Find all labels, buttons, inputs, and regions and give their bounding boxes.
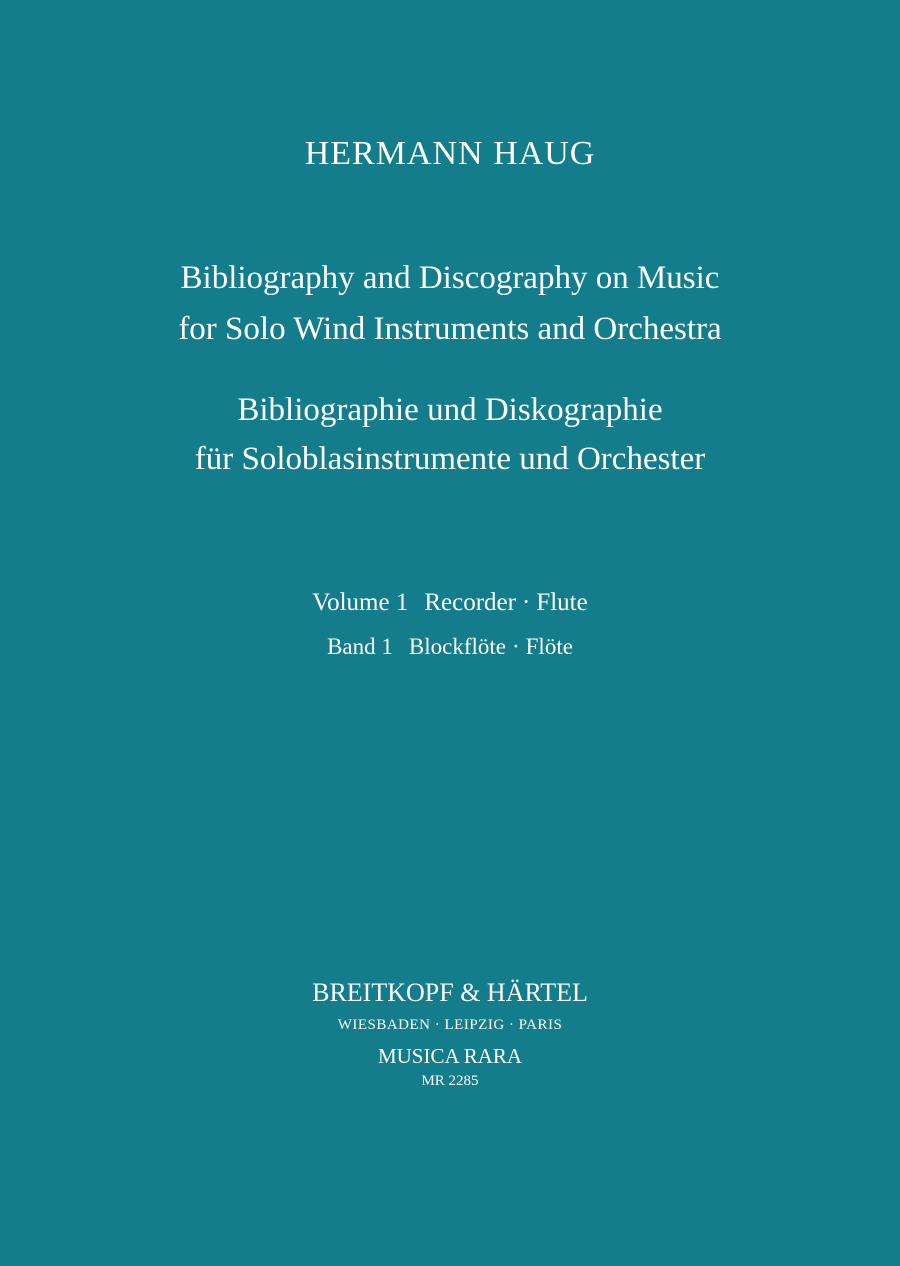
band-instrument-blockfloete: Blockflöte <box>408 634 506 659</box>
title-german-line-2: für Soloblasinstrumente und Orchester <box>194 441 706 477</box>
band-instrument-floete: Flöte <box>525 634 573 659</box>
title-german-line-1: Bibliographie und Diskographie <box>237 392 663 428</box>
volume-instrument-recorder: Recorder <box>424 589 516 616</box>
volume-german <box>0 635 900 658</box>
volume-english <box>0 590 900 615</box>
band-label: Band 1 <box>327 634 393 659</box>
author-name: HERMANN HAUG <box>304 135 596 172</box>
band-separator: · <box>511 634 520 659</box>
publisher-cities: WIESBADEN · LEIPZIG · PARIS <box>337 1017 563 1033</box>
title-english-line-2: for Solo Wind Instruments and Orchestra <box>178 311 722 347</box>
volume-separator: · <box>521 589 531 616</box>
publisher-name: BREITKOPF & HÄRTEL <box>312 978 588 1007</box>
volume-label: Volume 1 <box>312 589 409 616</box>
title-english-line-1: Bibliography and Discography on Music <box>180 260 720 296</box>
imprint-name: MUSICA RARA <box>377 1044 523 1068</box>
volume-instrument-flute: Flute <box>536 589 588 616</box>
catalog-number: MR 2285 <box>421 1073 479 1089</box>
